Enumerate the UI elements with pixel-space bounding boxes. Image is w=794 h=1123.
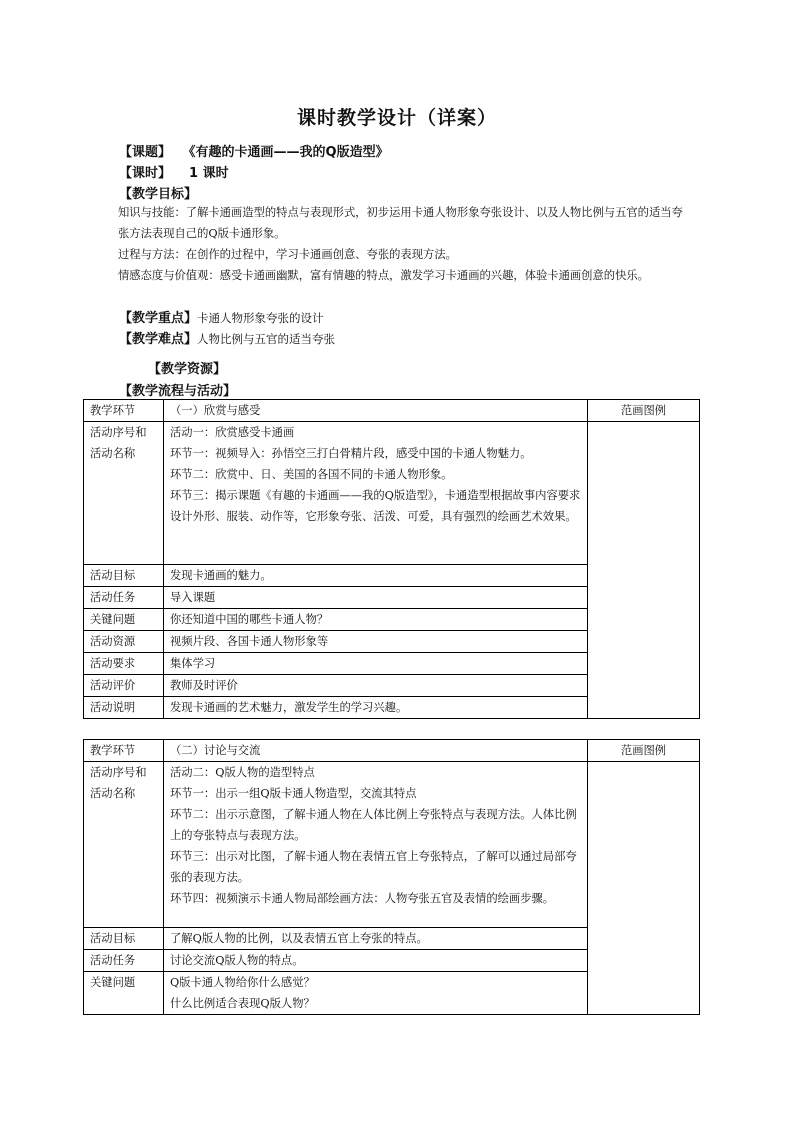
key-question-line: Q版卡通人物给你什么感觉？ xyxy=(170,976,315,989)
activity-line: 环节一：视频导入：孙悟空三打白骨精片段，感受中国的卡通人物魅力。 xyxy=(170,447,532,460)
row-value: 导入课题 xyxy=(164,587,588,609)
key-question-content xyxy=(164,972,588,1015)
activity-line: 环节二：欣赏中、日、美国的各国不同的卡通人物形象。 xyxy=(170,468,453,481)
activity-seq-label: 活动序号和活动名称 xyxy=(84,422,164,565)
goals-heading: 【教学目标】 xyxy=(119,187,198,202)
activity-line: 活动二：Q版人物的造型特点 xyxy=(170,766,315,779)
activity-seq-content xyxy=(164,422,588,565)
topic-label: 【课题】 xyxy=(119,145,172,160)
row-label: 活动说明 xyxy=(84,697,164,719)
row-label: 活动任务 xyxy=(84,950,164,972)
row-label: 活动任务 xyxy=(84,587,164,609)
example-image-header: 范画图例 xyxy=(588,740,700,762)
activity-line: 活动一：欣赏感受卡通画 xyxy=(170,426,295,439)
activity-line: 环节四：视频演示卡通人物局部绘画方法：人物夸张五官及表情的绘画步骤。 xyxy=(170,892,555,905)
row-value: 发现卡通画的艺术魅力，激发学生的学习兴趣。 xyxy=(164,697,588,719)
row-label: 活动目标 xyxy=(84,565,164,587)
row-label: 活动资源 xyxy=(84,631,164,653)
example-image-header: 范画图例 xyxy=(588,400,700,422)
row-label: 关键问题 xyxy=(84,609,164,631)
key-question-line: 什么比例适合表现Q版人物？ xyxy=(170,997,315,1010)
key-point-label: 【教学重点】 xyxy=(119,311,198,326)
key-point-value: 卡通人物形象夸张的设计 xyxy=(197,311,324,325)
page-title: 课时教学设计（详案） xyxy=(296,107,497,129)
row-label: 活动目标 xyxy=(84,928,164,950)
goal-process: 过程与方法：在创作的过程中，学习卡通画创意、夸张的表现方法。 xyxy=(118,248,457,261)
row-value: 教师及时评价 xyxy=(164,675,588,697)
row-value: 集体学习 xyxy=(164,653,588,675)
lesson-table-1 xyxy=(83,399,700,719)
period-value: 1 课时 xyxy=(189,166,229,181)
row-label: 活动要求 xyxy=(84,653,164,675)
period-heading xyxy=(119,162,229,181)
row-value: 了解Q版人物的比例，以及表情五官上夸张的特点。 xyxy=(164,928,588,950)
row-value: 视频片段、各国卡通人物形象等 xyxy=(164,631,588,653)
activity-line: 环节三：揭示课题《有趣的卡通画——我的Q版造型》，卡通造型根据故事内容要求设计外形、服装、动作等，它形象夸张、活泼、可爱，具有强烈的绘画艺术效果。 xyxy=(170,489,581,523)
flow-heading: 【教学流程与活动】 xyxy=(119,384,237,399)
goal-knowledge: 知识与技能：了解卡通画造型的特点与表现形式，初步运用卡通人物形象夸张设计、以及人物比例与五官的适当夸张方法表现自己的Q版卡通形象。 xyxy=(118,206,683,240)
difficulty-label: 【教学难点】 xyxy=(119,332,198,347)
activity-line: 环节二：出示示意图，了解卡通人物在人体比例上夸张特点与表现方法。人体比例上的夸张特点与表现方法。 xyxy=(170,808,577,842)
row-value: 你还知道中国的哪些卡通人物？ xyxy=(164,609,588,631)
activity-seq-content xyxy=(164,762,588,928)
topic-value: 《有趣的卡通画——我的Q版造型》 xyxy=(189,145,389,160)
period-label: 【课时】 xyxy=(119,166,172,181)
difficulty-heading xyxy=(119,328,335,347)
key-point-heading xyxy=(119,307,324,326)
stage-value: （二）讨论与交流 xyxy=(164,740,588,762)
example-image-area xyxy=(588,762,700,1015)
activity-line: 环节一：出示一组Q版卡通人物造型，交流其特点 xyxy=(170,787,417,800)
topic-heading xyxy=(119,141,389,160)
resources-heading: 【教学资源】 xyxy=(148,362,227,377)
lesson-table-2 xyxy=(83,739,700,1015)
stage-label: 教学环节 xyxy=(84,740,164,762)
goal-attitude: 情感态度与价值观：感受卡通画幽默，富有情趣的特点，激发学习卡通画的兴趣，体验卡通画创意的快乐。 xyxy=(118,269,649,282)
example-image-area xyxy=(588,422,700,719)
row-label: 活动评价 xyxy=(84,675,164,697)
stage-label: 教学环节 xyxy=(84,400,164,422)
stage-value: （一）欣赏与感受 xyxy=(164,400,588,422)
key-question-label: 关键问题 xyxy=(84,972,164,1015)
activity-line: 环节三：出示对比图，了解卡通人物在表情五官上夸张特点，了解可以通过局部夸张的表现方法。 xyxy=(170,850,577,884)
activity-seq-label: 活动序号和活动名称 xyxy=(84,762,164,928)
row-value: 发现卡通画的魅力。 xyxy=(164,565,588,587)
row-value: 讨论交流Q版人物的特点。 xyxy=(164,950,588,972)
difficulty-value: 人物比例与五官的适当夸张 xyxy=(197,332,336,346)
